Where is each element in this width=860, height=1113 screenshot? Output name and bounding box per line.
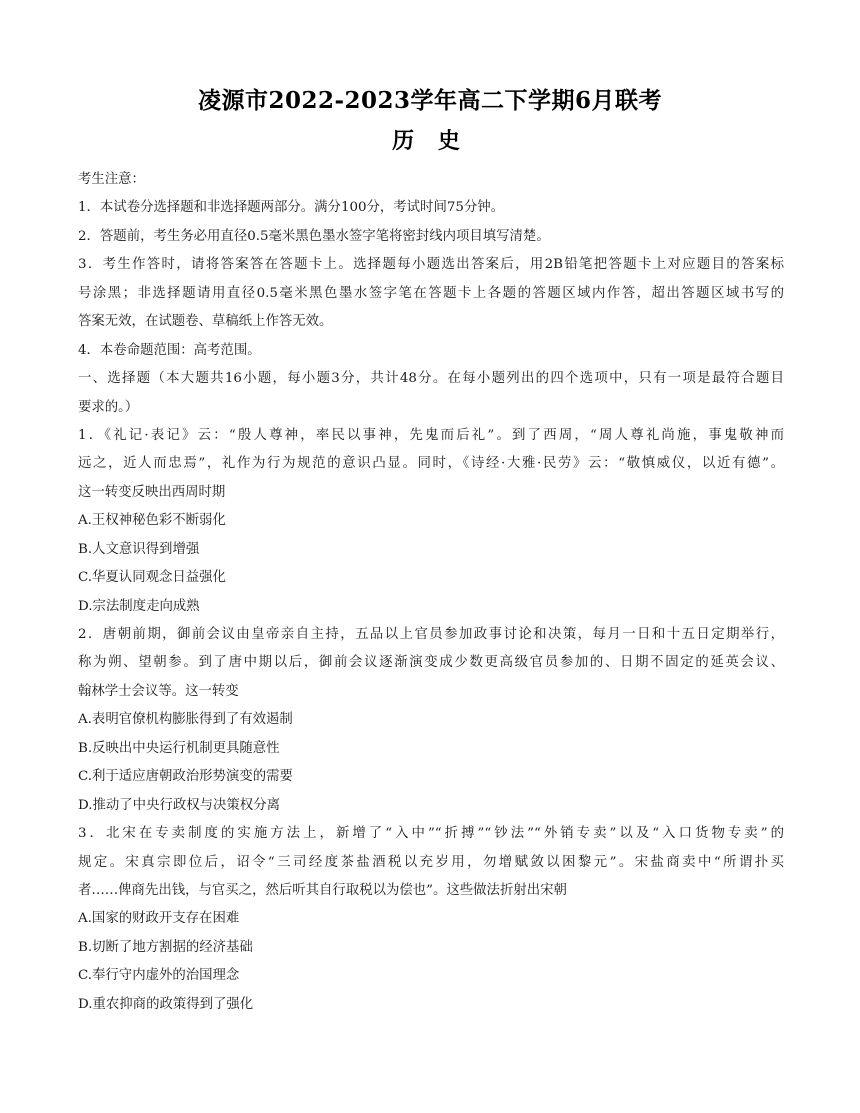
notice-item: 1．本试卷分选择题和非选择题两部分。满分100分，考试时间75分钟。 — [78, 200, 505, 216]
question-option: D.重农抑商的政策得到了强化 — [78, 996, 254, 1012]
question-option: B.人文意识得到增强 — [78, 541, 200, 557]
notice-item: 答案无效，在试题卷、草稿纸上作答无效。 — [78, 314, 333, 330]
question-option: D.推动了中央行政权与决策权分离 — [78, 797, 280, 813]
question-option: A.表明官僚机构膨胀得到了有效遏制 — [78, 712, 293, 728]
subject-title: 历 史 — [392, 128, 468, 154]
section-heading: 一、选择题（本大题共16小题，每小题3分，共计48分。在每小题列出的四个选项中，只有一项是最符合题目 — [78, 371, 784, 387]
notice-item: 2．答题前，考生务必用直径0.5毫米黑色墨水签字笔将密封线内项目填写清楚。 — [78, 228, 550, 244]
question-option: D.宗法制度走向成熟 — [78, 598, 200, 614]
question-stem: 3．北宋在专卖制度的实施方法上，新增了“入中”“折搏”“钞法”“外销专卖”以及“入口货物专卖”的 — [78, 826, 784, 842]
question-stem: 1．《礼记·表记》云：“殷人尊神，率民以事神，先鬼而后礼”。到了西周，“周人尊礼尚施，事鬼敬神而 — [78, 427, 784, 443]
question-option: B.反映出中央运行机制更具随意性 — [78, 740, 280, 756]
question-stem: 远之，近人而忠焉”，礼作为行为规范的意识凸显。同时，《诗经·大雅·民劳》云：“敬慎威仪，以近有德”。 — [78, 456, 784, 472]
notice-item: 4．本卷命题范围：高考范围。 — [78, 342, 261, 358]
question-option: C.利于适应唐朝政治形势演变的需要 — [78, 769, 293, 785]
notice-item: 号涂黑；非选择题请用直径0.5毫米黑色墨水签字笔在答题卡上各题的答题区域内作答，超出答题区域书写的 — [78, 285, 784, 301]
question-option: A.国家的财政开支存在困难 — [78, 911, 240, 927]
exam-content — [78, 166, 784, 1019]
notice-item: 3．考生作答时，请将答案答在答题卡上。选择题每小题选出答案后，用2B铅笔把答题卡上对应题目的答案标 — [78, 257, 784, 273]
question-option: C.华夏认同观念日益强化 — [78, 570, 226, 586]
question-stem: 这一转变反映出西周时期 — [78, 484, 226, 500]
question-stem: 规定。宋真宗即位后，诏令“三司经度茶盐酒税以充岁用，勿增赋敛以困黎元”。宋盐商卖中“所谓扑买 — [78, 854, 784, 870]
question-option: A.王权神秘色彩不断弱化 — [78, 513, 226, 529]
question-option: C.奉行守内虚外的治国理念 — [78, 968, 240, 984]
section-heading: 要求的。） — [78, 399, 139, 415]
exam-title: 凌源市2022-2023学年高二下学期6月联考 — [197, 87, 663, 114]
notice-heading: 考生注意： — [78, 172, 145, 187]
question-stem: 2．唐朝前期，御前会议由皇帝亲自主持，五品以上官员参加政事讨论和决策，每月一日和十五日定期举行， — [78, 627, 784, 642]
question-option: B.切断了地方割据的经济基础 — [78, 939, 253, 955]
question-stem: 翰林学士会议等。这一转变 — [78, 683, 239, 699]
question-stem: 称为朔、望朝参。到了唐中期以后，御前会议逐渐演变成少数更高级官员参加的、日期不固定的延英会议、 — [78, 655, 784, 671]
question-stem: 者……俾商先出钱，与官买之，然后听其自行取税以为偿也”。这些做法折射出宋朝 — [78, 882, 567, 898]
